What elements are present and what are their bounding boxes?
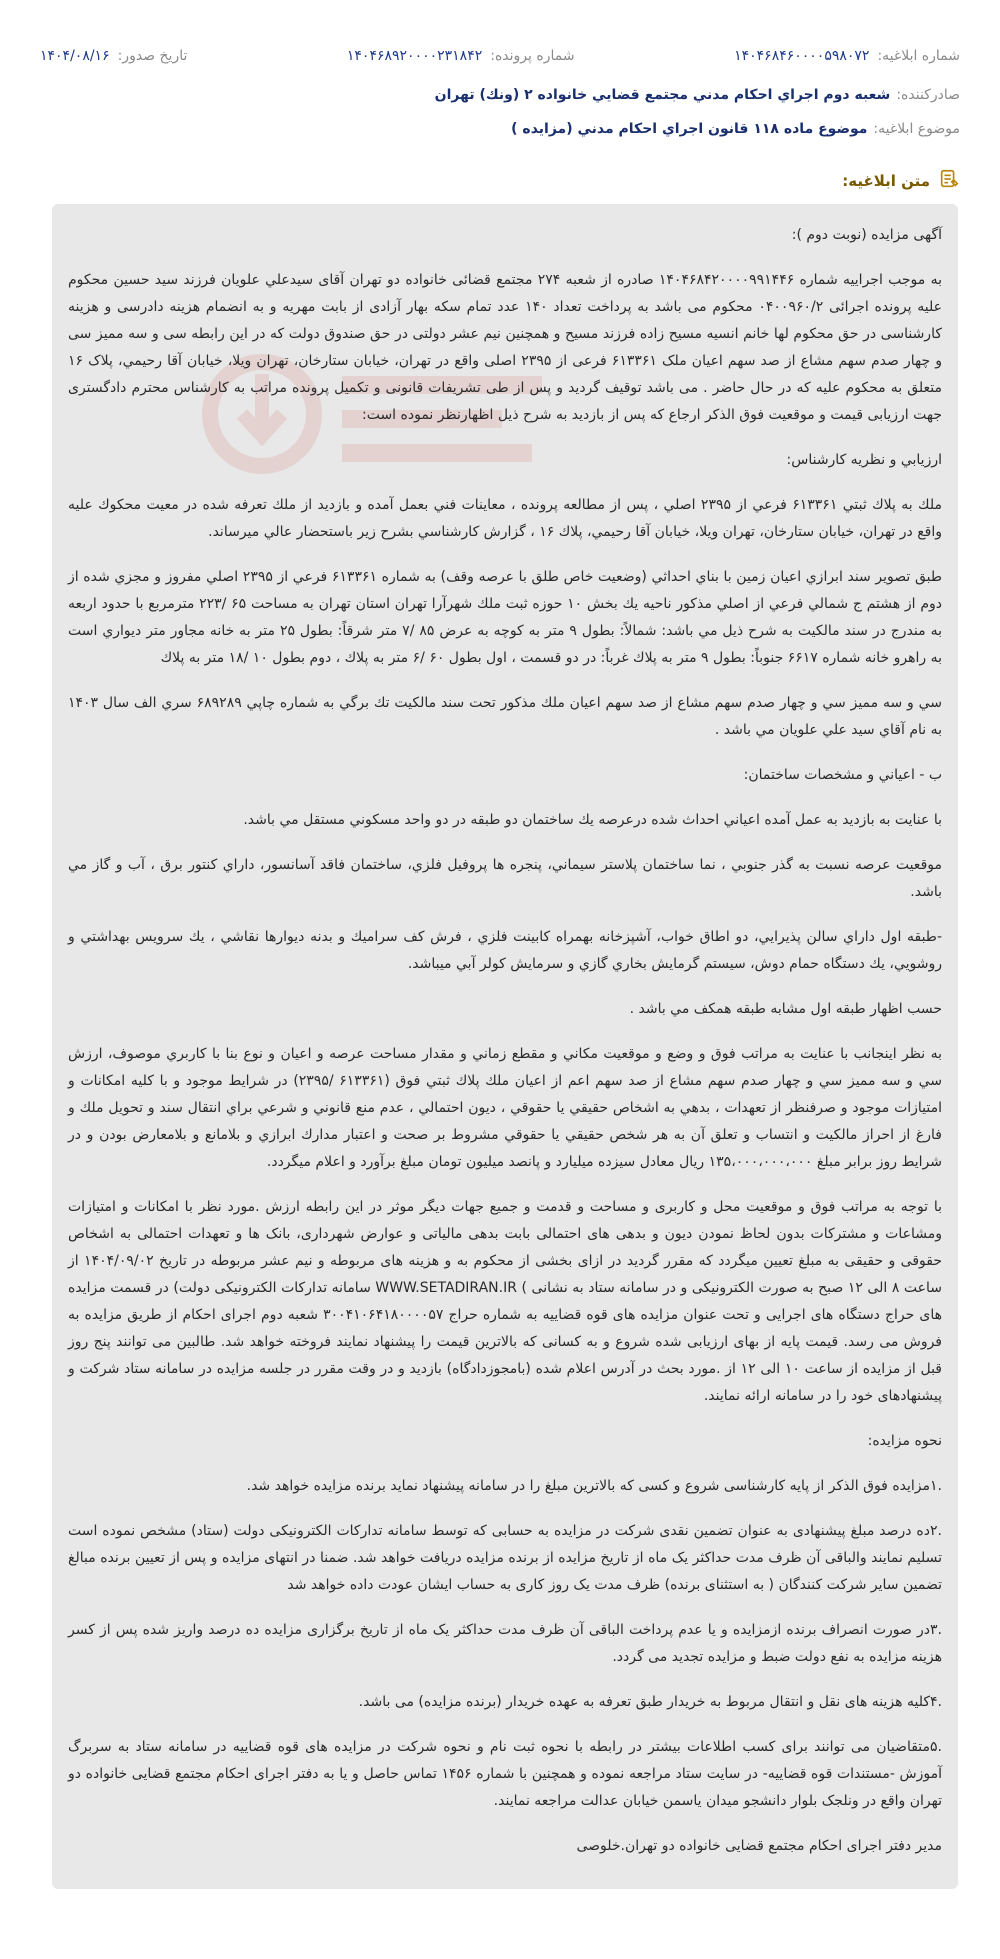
paragraph: مدیر دفتر اجرای احکام مجتمع قضایی خانواده دو تهران.خلوصی xyxy=(576,1838,942,1854)
issue-date-value: ۱۴۰۴/۰۸/۱۶ xyxy=(40,48,110,64)
case-number xyxy=(347,46,575,66)
paragraph: .۵متقاضیان می توانند برای کسب اطلاعات بیشتر در رابطه با نحوه ثبت نام و نحوه شرکت در مزایده های قوه قضاییه در سامانه ستاد به سربرگ آموزش -مستندات قوه قضاییه- در سایت ستاد مراجعه نموده و همچنین با شماره ۱۴۵۶ تماس حاصل و یا به دفتر اجرای احکام مجتمع قضایی خانواده دو تهران واقع در ونلجک بلوار دانشجو میدان یاسمن خیابان عدالت مراجعه نمایند. xyxy=(68,1739,942,1809)
paragraph-list xyxy=(68,222,942,1860)
document-icon xyxy=(938,168,960,194)
issue-date xyxy=(40,46,187,66)
paragraph: .۴کلیه هزینه های نقل و انتقال مربوط به خریدار طبق تعرفه به عهده خریدار (برنده مزایده) می باشد. xyxy=(358,1694,942,1710)
paragraph: با توجه به مراتب فوق و موقعیت محل و کاربری و مساحت و قدمت و جمیع جهات دیگر موثر در این رابطه ارزش .مورد نظر با امکانات و امتیازات ومشاعات و مشترکات بدون لحاظ نمودن دیون و بدهی های احتمالی بابت بدهی مالیاتی و عوارض شهرداری، بانک ها و تعهدات احتمالی به اشخاص حقوقی و حقیقی به مبلغ تعیین میگردد که مقرر گردید در ازای بخشی از محکوم به و هزینه های مربوطه و نیم عشر مربوطه در تاریخ ۱۴۰۴/۰۹/۰۲ از ساعت ۸ الی ۱۲ صبح به صورت الکترونیکی و در سامانه ستاد به نشانی ) WWW.SETADIRAN.IR سامانه تدارکات الکترونیکی دولت) در قسمت مزایده های حراج دستگاه های اجرایی و تحت عنوان مزایده های قوه قضاییه به شماره حراج ۳۰۰۴۱۰۶۴۱۸۰۰۰۰۵۷ شعبه دوم اجرای احکام از طریق مزایده به فروش می رسد. قیمت پایه از بهای ارزیابی شده شروع و به کسانی که بالاترین قیمت را پیشنهاد نمایند فروخته خواهد شد. طالبین می توانند پنج روز قبل از مزایده از ساعت ۱۰ الی ۱۲ از .مورد بحث در آدرس اعلام شده (بامجوزدادگاه) بازدید و در وقت مقرر در جلسه مزایده در سامانه ستاد شرکت و پیشنهادهای خود را در سامانه ارائه نمایند. xyxy=(68,1199,943,1404)
paragraph: ب - اعياني و مشخصات ساختمان: xyxy=(743,767,942,783)
paragraph: .۳در صورت انصراف برنده ازمزایده و یا عدم پرداخت الباقی آن ظرف مدت حداکثر یک ماه از تاریخ برگزاری مزایده ده درصد واریز شده پس از کسر هزینه مزایده به نفع دولت ضبط و مزایده تجدید می گردد. xyxy=(68,1622,942,1665)
paragraph: نحوه مزایده: xyxy=(867,1433,942,1449)
case-number-label: شماره پرونده: xyxy=(490,48,575,64)
paragraph: -طبقه اول داراي سالن پذيرايي، دو اطاق خواب، آشپزخانه بهمراه كابينت فلزي ، فرش كف سراميك و بدنه ديوارها نقاشي ، يك سرويس بهداشتي و روشويي، يك دستگاه حمام دوش، سيستم گرمايش بخاري گازي و سرمايش كولر آبي ميباشد. xyxy=(68,929,942,972)
notice-number xyxy=(734,46,960,66)
body-title xyxy=(842,168,960,194)
notice-number-value: ۱۴۰۴۶۸۴۶۰۰۰۰۵۹۸۰۷۲ xyxy=(734,48,870,64)
body-title-text: متن ابلاغیه: xyxy=(842,172,930,190)
paragraph: آگهی مزایده (نوبت دوم ): xyxy=(791,227,942,243)
sender-value: شعبه دوم اجراي احكام مدني مجتمع قضايي خانواده ۲ (ونك) تهران xyxy=(434,87,891,103)
paragraph: طبق تصوير سند ابرازي اعيان زمين با بناي احداثي (وضعيت خاص طلق با عرصه وقف) به شماره ۶۱۳۳۶۱ فرعي از ۲۳۹۵ اصلي مفروز و مجزي شده از دوم از هشتم ج شمالي فرعي از اصلي مذكور ناحيه يك بخش ۱۰ حوزه ثبت ملك شهرآرا تهران استان تهران به مساحت ۶۵ /۲۲۳ مترمربع با حدود اربعه به مندرج در سند مالكيت به شرح ذيل مي باشد: شمالاً: بطول ۹ متر به كوچه به عرض ۸۵ /۷ متر شرقاً: بطول ۲۵ متر به خانه مجاور متر ديواري است به راهرو خانه شماره ۶۶۱۷ جنوباً: بطول ۹ متر به پلاك غرباً: در دو قسمت ، اول بطول ۶۰ /۶ متر به پلاك ، دوم بطول ۱۰ /۱۸ متر به پلاك xyxy=(68,569,942,666)
paragraph: به نظر اينجانب با عنايت به مراتب فوق و وضع و موقعيت مكاني و مقطع زماني و مقدار مساحت عرصه و اعيان و نوع بنا با كاربري موصوف، ارزش سي و سه مميز سي و چهار صدم سهم مشاع از صد سهم اعم از اعيان ملك پلاك ثبتي فوق (۶۱۳۳۶۱ /۲۳۹۵) در شرايط موجود و با كليه امكانات و امتيازات موجود و صرفنظر از تعهدات ، بدهي به اشخاص حقيقي يا حقوقي ، ديون احتمالي ، عدم منع قانوني و شرعي براي انتقال سند و تحويل ملك و فارغ از احراز مالكيت و انتساب و تعلق آن به هر شخص حقيقي يا حقوقي مشروط بر صحت و اعتبار مدارك ابرازي و بلامانع و بلامعارض بودن و در شرايط روز برابر مبلغ ۱۳۵،۰۰۰،۰۰۰،۰۰۰ ريال معادل سيزده ميليارد و پانصد ميليون تومان مبلغ برآورد و اعلام ميگردد. xyxy=(68,1046,942,1170)
paragraph: به موجب اجراییه شماره ۱۴۰۴۶۸۴۲۰۰۰۰۹۹۱۴۴۶ صادره از شعبه ۲۷۴ مجتمع قضائی خانواده دو تهران آقای سیدعلي علویان فرزند سید حسین محکوم علیه پرونده اجرائی ۰۴۰۰۹۶۰/۲ محکوم می باشد به پرداخت تعداد ۱۴۰ عدد تمام سکه بهار آزادی از بابت مهریه و به انضمام هزینه دادرسی و هزینه کارشناسی در حق محکوم لها خانم انسیه مسیح زاده فرزند مسیح و همچنین نیم عشر دولتی در حق صندوق دولت که در این رابطه سی و سه ممیز سی و چهار صدم سهم مشاع از صد سهم اعیان ملک ۶۱۳۳۶۱ فرعی از ۲۳۹۵ اصلی واقع در تهران، خیابان ستارخان، تهران ویلا، خیابان آقا رحیمي، پلاک ۱۶ متعلق به محکوم علیه که در حال حاضر . می باشد توقیف گردید و پس از طی تشریفات قانونی و تکمیل پرونده مراتب به کارشناس محترم دادگستری جهت ارزیابی قیمت و موقعیت فوق الذکر ارجاع که پس از بازدید به شرح ذیل اظهارنظر نموده است: xyxy=(68,272,943,423)
sender-line xyxy=(40,85,960,105)
paragraph: حسب اظهار طبقه اول مشابه طبقه همكف مي باشد . xyxy=(629,1001,942,1017)
paragraph: ارزيابي و نظريه كارشناس: xyxy=(786,452,942,468)
paragraph: .۲ده درصد مبلغ پیشنهادی به عنوان تضمین نقدی شرکت در مزایده به حسابی که توسط سامانه تدارکات الکترونیکی دولت (ستاد) مشخص نموده است تسلیم نمایند والباقی آن ظرف مدت حداکثر یک ماه از تاریخ مزایده از برنده مزایده دریافت خواهد شد. ضمنا در انتهای مزایده و پس از تعیین برنده مبالغ تضمین سایر شرکت کنندگان ( به استثنای برنده) ظرف مدت یک روز کاری به حساب ایشان عودت داده خواهد شد xyxy=(68,1523,942,1593)
paragraph: ملك به پلاك ثبتي ۶۱۳۳۶۱ فرعي از ۲۳۹۵ اصلي ، پس از مطالعه پرونده ، معاينات فني بعمل آمده و بازديد از ملك تعرفه شده در معيت محكوك عليه واقع در تهران، خيابان ستارخان، تهران ويلا، خيابان آقا رحيمي، پلاك ۱۶ ، گزارش كارشناسي بشرح زير باستحضار عالي ميرساند. xyxy=(68,497,942,540)
sender-label: صادرکننده: xyxy=(896,87,960,103)
notice-number-label: شماره ابلاغیه: xyxy=(877,48,960,64)
case-number-value: ۱۴۰۴۶۸۹۲۰۰۰۰۲۳۱۸۴۲ xyxy=(346,48,483,64)
paragraph: موقعيت عرصه نسبت به گذر جنوبي ، نما ساختمان پلاستر سيماني، پنجره ها پروفيل فلزي، ساختمان فاقد آسانسور، داراي كنتور برق ، آب و گاز مي باشد. xyxy=(68,857,942,900)
paragraph: با عنايت به بازديد به عمل آمده اعياني احداث شده درعرصه يك ساختمان دو طبقه در دو واحد مسكوني مستقل مي باشد. xyxy=(243,812,942,828)
notice-body xyxy=(52,204,958,1889)
subject-line xyxy=(40,119,960,139)
subject-label: موضوع ابلاغیه: xyxy=(873,121,960,137)
paragraph: سي و سه مميز سي و چهار صدم سهم مشاع از صد سهم اعيان ملك مذكور تحت سند مالكيت تك برگي به شماره چاپي ۶۸۹۲۸۹ سري الف سال ۱۴۰۳ به نام آقاي سيد علي علويان مي باشد . xyxy=(68,695,942,738)
paragraph: .۱مزایده فوق الذکر از پایه کارشناسی شروع و کسی که بالاترین مبلغ را در سامانه پیشنهاد نماید برنده مزایده خواهد شد. xyxy=(246,1478,942,1494)
subject-value: موضوع ماده ۱۱۸ قانون اجراي احكام مدني (مزايده ) xyxy=(511,121,868,137)
issue-date-label: تاریخ صدور: xyxy=(117,48,188,64)
header-meta xyxy=(40,46,960,66)
